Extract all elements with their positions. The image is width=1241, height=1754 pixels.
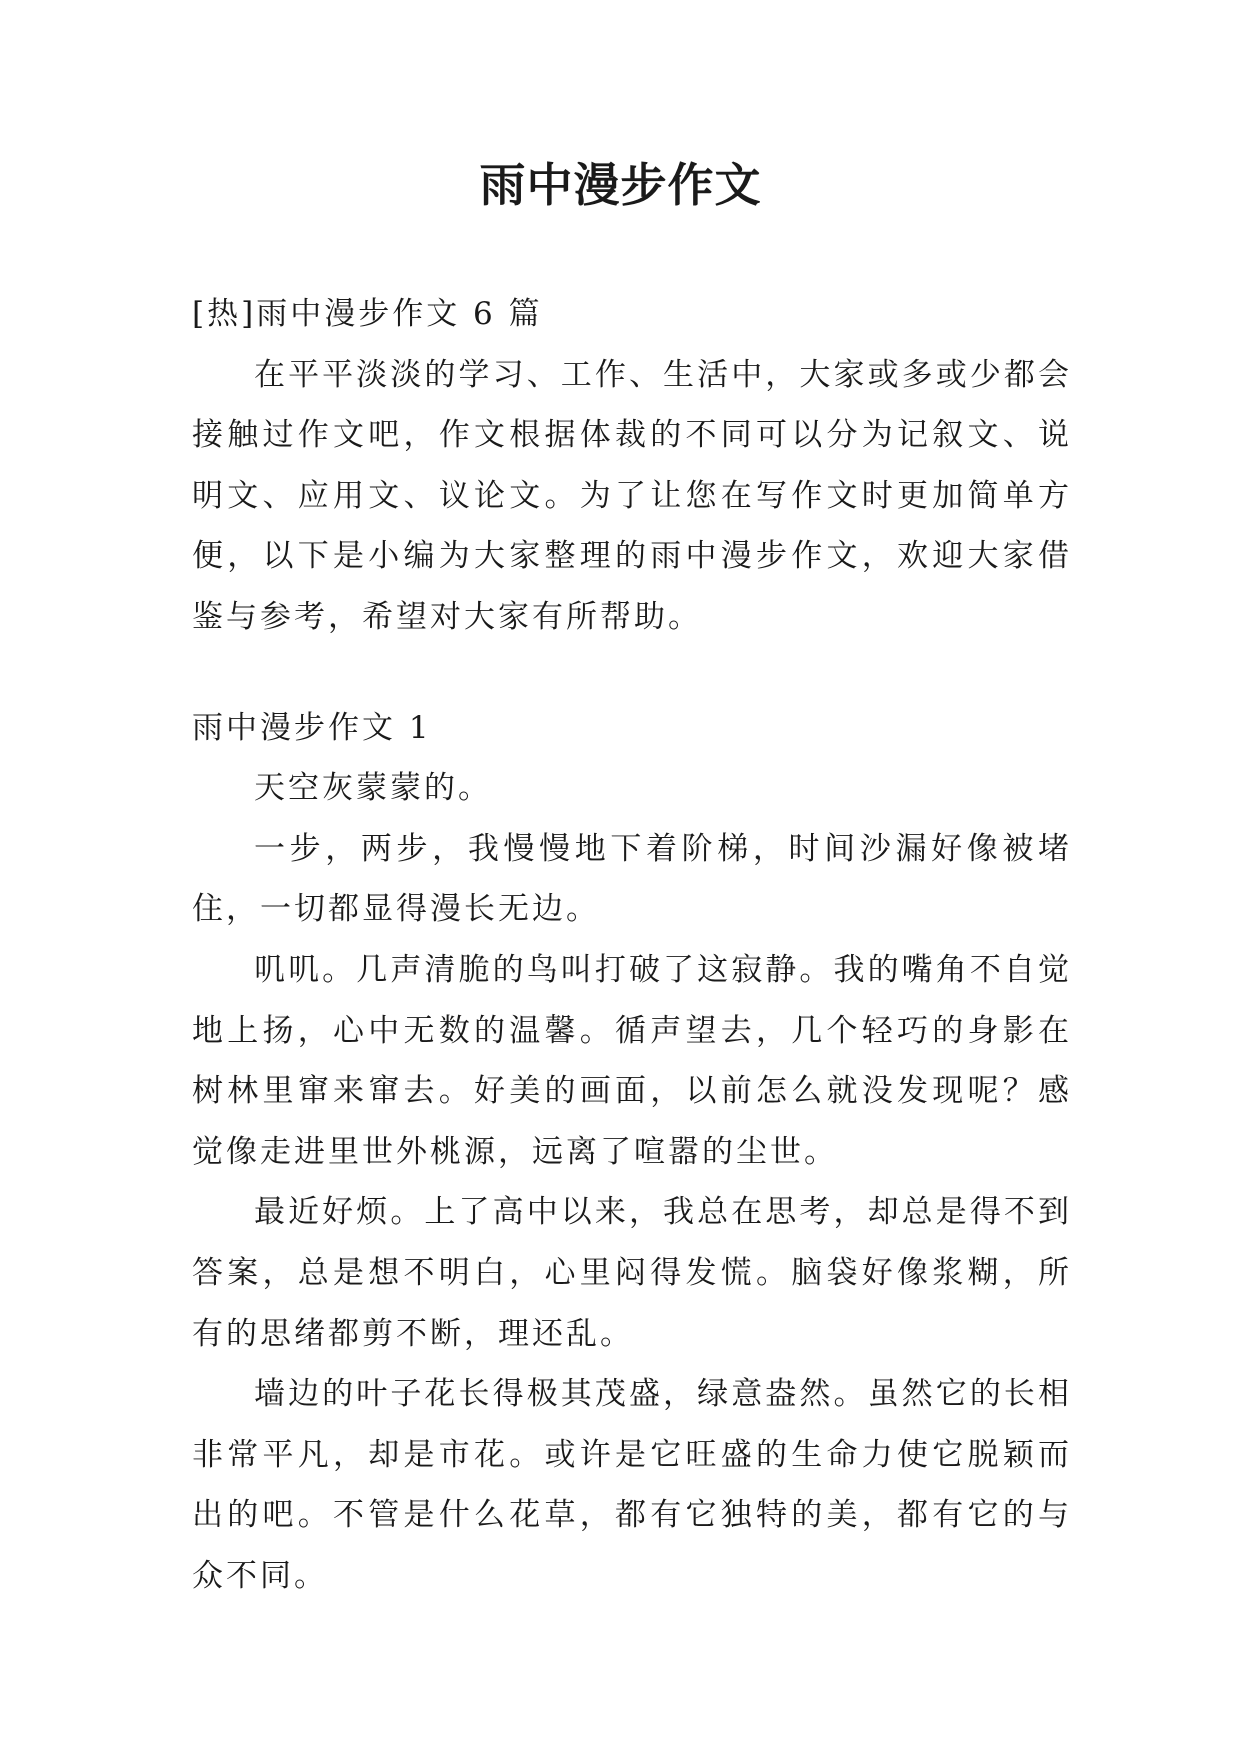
- paragraph: 一步，两步，我慢慢地下着阶梯，时间沙漏好像被堵住，一切都显得漫长无边。: [192, 830, 1072, 928]
- paragraph: 天空灰蒙蒙的。: [254, 770, 492, 807]
- paragraph: 叽叽。几声清脆的鸟叫打破了这寂静。我的嘴角不自觉地上扬，心中无数的温馨。循声望去，几个轻巧的身影在树林里窜来窜去。好美的画面，以前怎么就没发现呢？感觉像走进里世外桃源，远离了喧嚣的尘世。: [192, 951, 1072, 1170]
- document-body: [192, 284, 1072, 1606]
- paragraph: 墙边的叶子花长得极其茂盛，绿意盎然。虽然它的长相非常平凡，却是市花。或许是它旺盛的生命力使它脱颖而出的吧。不管是什么花草，都有它独特的美，都有它的与众不同。: [192, 1376, 1072, 1594]
- page-title: 雨中漫步作文: [479, 158, 762, 212]
- section-heading: 雨中漫步作文 1: [192, 709, 432, 746]
- paragraph: 最近好烦。上了高中以来，我总在思考，却总是得不到答案，总是想不明白，心里闷得发慌。脑袋好像浆糊，所有的思绪都剪不断，理还乱。: [192, 1194, 1072, 1352]
- intro-paragraph: 在平平淡淡的学习、工作、生活中，大家或多或少都会接触过作文吧，作文根据体裁的不同可以分为记叙文、说明文、应用文、议论文。为了让您在写作文时更加简单方便，以下是小编为大家整理的雨中漫步作文，欢迎大家借鉴与参考，希望对大家有所帮助。: [192, 356, 1072, 635]
- document-subtitle: [热]雨中漫步作文 6 篇: [192, 296, 543, 332]
